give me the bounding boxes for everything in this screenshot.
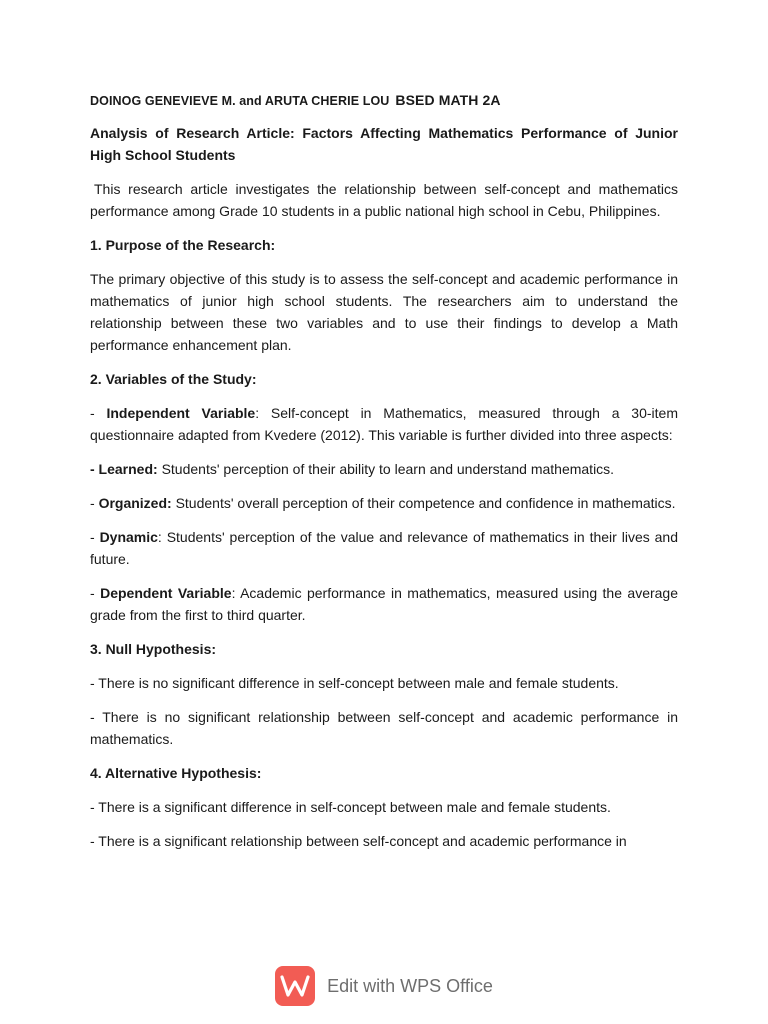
independent-variable-paragraph bbox=[90, 402, 678, 446]
organized-label: Organized: bbox=[98, 495, 172, 511]
null-hypothesis-item: - There is no significant relationship between self-concept and academic performance in mathematics. bbox=[90, 709, 678, 747]
alternative-hypothesis-heading: 4. Alternative Hypothesis: bbox=[90, 765, 262, 781]
alternative-hypothesis-item: - There is a significant relationship between self-concept and academic performance in bbox=[90, 833, 627, 849]
organized-paragraph bbox=[90, 492, 678, 514]
learned-text: Students' perception of their ability to learn and understand mathematics. bbox=[157, 461, 615, 477]
dependent-variable-prefix: - bbox=[90, 585, 101, 601]
dependent-variable-text: : Academic performance in mathematics, measured using the average grade from the first to third quarter. bbox=[90, 585, 679, 623]
document-title: Analysis of Research Article: Factors Affecting Mathematics Performance of Junior High School Students bbox=[90, 125, 678, 163]
dynamic-paragraph bbox=[90, 526, 678, 570]
null-hypothesis-item: - There is no significant difference in self-concept between male and female students. bbox=[90, 675, 619, 691]
alternative-hypothesis-item: - There is a significant difference in self-concept between male and female students. bbox=[90, 799, 611, 815]
author-names: DOINOG GENEVIEVE M. and ARUTA CHERIE LOU bbox=[90, 94, 390, 108]
dynamic-prefix: - bbox=[90, 529, 100, 545]
author-header bbox=[90, 92, 678, 108]
intro-paragraph: This research article investigates the relationship between self-concept and mathematics performance among Grade 10 students in a public national high school in Cebu, Philippines. bbox=[90, 181, 678, 219]
wps-w-glyph-icon bbox=[280, 974, 310, 998]
edit-with-wps-link[interactable]: Edit with WPS Office bbox=[327, 975, 493, 996]
purpose-paragraph: The primary objective of this study is to assess the self-concept and academic performance in mathematics of junior high school students. The researchers aim to understand the relationship between these two variables and to use their findings to develop a Math performance enhancement plan. bbox=[90, 271, 678, 353]
independent-variable-prefix: - bbox=[90, 405, 107, 421]
document-page bbox=[90, 92, 678, 864]
wps-office-logo-icon[interactable] bbox=[275, 966, 315, 1006]
variables-heading: 2. Variables of the Study: bbox=[90, 371, 257, 387]
null-hypothesis-heading: 3. Null Hypothesis: bbox=[90, 641, 217, 657]
wps-edit-banner[interactable] bbox=[0, 964, 768, 1008]
organized-prefix: - bbox=[90, 495, 99, 511]
dependent-variable-label: Dependent Variable bbox=[100, 585, 232, 601]
dynamic-text: : Students' perception of the value and relevance of mathematics in their lives and future. bbox=[90, 529, 678, 567]
purpose-heading: 1. Purpose of the Research: bbox=[90, 237, 276, 253]
dependent-variable-paragraph bbox=[90, 582, 678, 626]
course-code: BSED MATH 2A bbox=[395, 92, 501, 108]
learned-label: - Learned: bbox=[90, 461, 158, 477]
dynamic-label: Dynamic bbox=[99, 529, 158, 545]
independent-variable-label: Independent Variable bbox=[106, 405, 256, 421]
learned-paragraph bbox=[90, 458, 678, 480]
independent-variable-text: : Self-concept in Mathematics, measured through a 30-item questionnaire adapted from Kvedere (2012). This variable is further divided into three aspects: bbox=[90, 405, 678, 443]
organized-text: Students' overall perception of their competence and confidence in mathematics. bbox=[171, 495, 676, 511]
